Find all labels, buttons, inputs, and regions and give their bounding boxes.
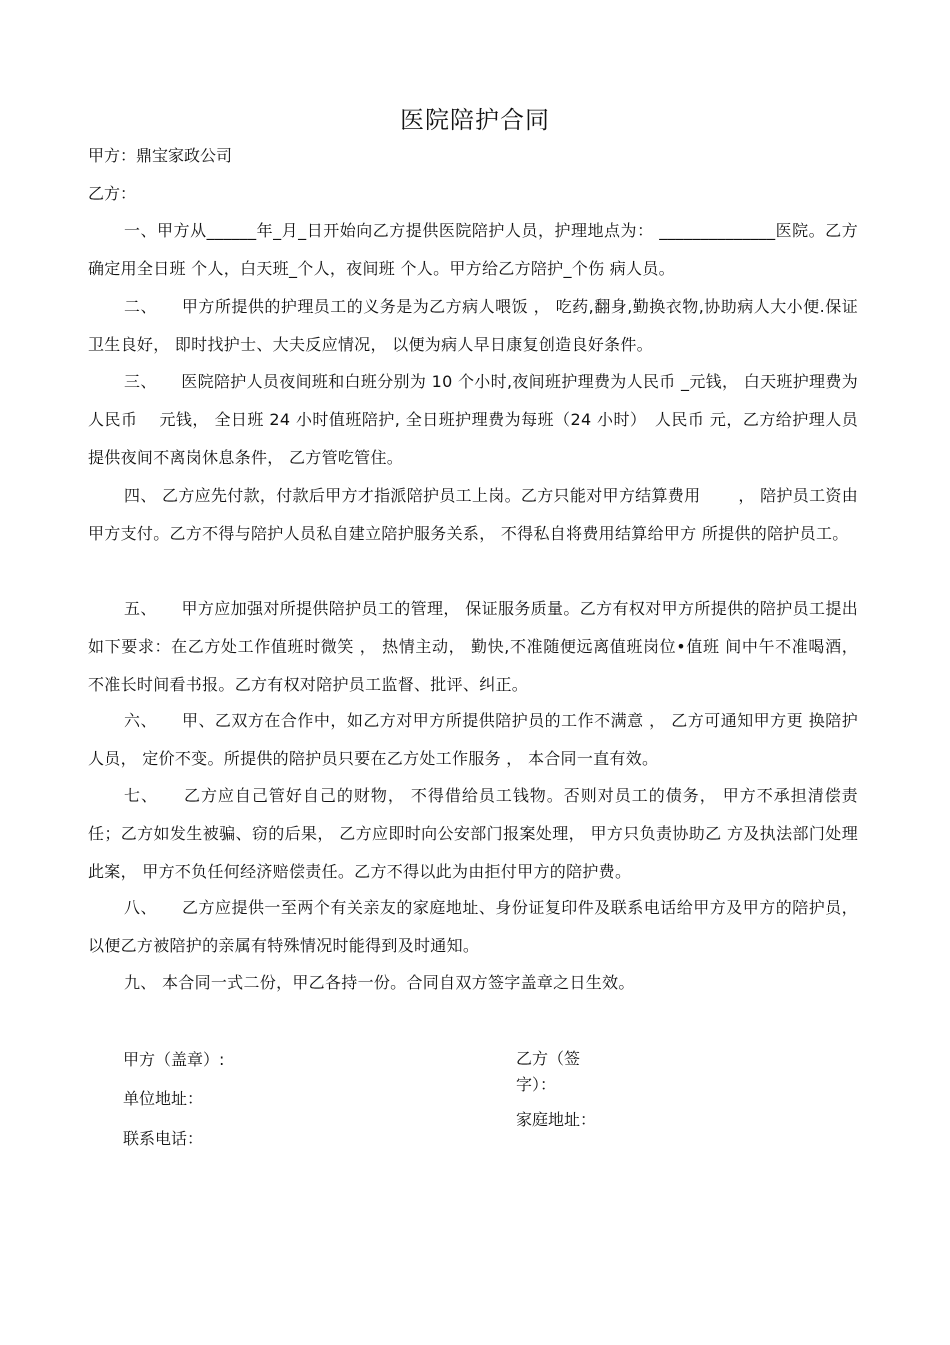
party-b-line: 乙方： [88, 184, 137, 203]
party-a-phone: 联系电话： [123, 1129, 204, 1148]
clause-9: 九、 本合同一式二份，甲乙各持一份。合同自双方签字盖章之日生效。 [124, 973, 635, 992]
party-b-signature: 乙方（签字）： [516, 1049, 581, 1094]
clause-8: 八、 乙方应提供一至两个有关亲友的家庭地址、身份证复印件及联系电话给甲方及甲方的陪护员， 以便乙方被陪护的亲属有特殊情况时能得到及时通知。 [88, 898, 858, 955]
clause-3: 三、 医院陪护人员夜间班和白班分别为 10 个小时,夜间班护理费为人民币 _元钱， 白天班护理费为人民币 元钱， 全日班 24 小时值班陪护, 全日班护理费为每班（24 小时） 人民币 元，乙方给护理人员提供夜间不离岗休息条件， 乙方管吃管住。 [88, 372, 858, 467]
document-title: 医院陪护合同 [400, 106, 550, 134]
clause-7: 七、 乙方应自己管好自己的财物， 不得借给员工钱物。否则对员工的债务， 甲方不承担清偿责任；乙方如发生被骗、窃的后果， 乙方应即时向公安部门报案处理， 甲方只负责协助乙 方及执法部门处理此案， 甲方不负任何经济赔偿责任。乙方不得以此为由拒付甲方的陪护费。 [88, 786, 858, 881]
clause-6: 六、 甲、乙双方在合作中，如乙方对甲方所提供陪护员的工作不满意 ， 乙方可通知甲方更 换陪护人员， 定价不变。所提供的陪护员只要在乙方处工作服务 ， 本合同一直有效。 [88, 711, 858, 768]
clause-2: 二、 甲方所提供的护理员工的义务是为乙方病人喂饭 ， 吃药,翻身,勤换衣物,协助病人大小便.保证卫生良好， 即时找护士、大夫反应情况， 以便为病人早日康复创造良好条件。 [88, 297, 858, 354]
clause-5: 五、 甲方应加强对所提供陪护员工的管理， 保证服务质量。乙方有权对甲方所提供的陪护员工提出如下要求：在乙方处工作值班时微笑 ， 热情主动， 勤快,不准随便远离值班岗位•值班 间中午不准喝酒， 不准长时间看书报。乙方有权对陪护员工监督、批评、纠正。 [88, 599, 858, 694]
party-b-address: 家庭地址： [516, 1110, 597, 1129]
clause-4: 四、 乙方应先付款，付款后甲方才指派陪护员工上岗。乙方只能对甲方结算费用 ， 陪护员工资由甲方支付。乙方不得与陪护人员私自建立陪护服务关系， 不得私自将费用结算给甲方 所提供的陪护员工。 [88, 486, 858, 543]
party-a-address: 单位地址： [123, 1089, 204, 1108]
clause-1: 一、甲方从______年_月_日开始向乙方提供医院陪护人员，护理地点为： ______________医院。乙方确定用全日班 个人，白天班_个人，夜间班 个人。甲方给乙方陪护_个伤 病人员。 [88, 221, 858, 278]
party-a-line: 甲方：鼎宝家政公司 [88, 146, 233, 165]
party-a-seal: 甲方（盖章）: [123, 1050, 225, 1069]
